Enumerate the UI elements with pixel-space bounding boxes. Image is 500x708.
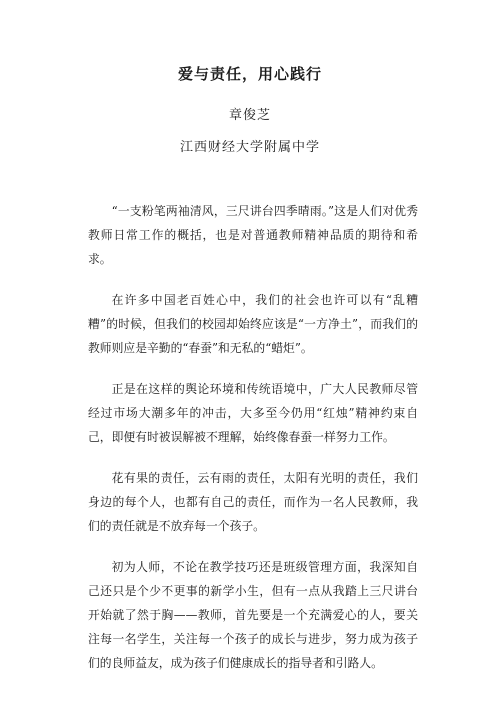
document-body xyxy=(88,199,418,692)
paragraph-5: 初为人师，不论在教学技巧还是班级管理方面，我深知自己还只是个少不更事的新学小生，但有一点从我踏上三尺讲台开始就了然于胸——教师，首先要是一个充满爱心的人，要关注每一名学生，关注每一个孩子的成长与进步，努力成为孩子们的良师益友，成为孩子们健康成长的指导者和引路人。 xyxy=(88,560,418,670)
author-school: 江西财经大学附属中学 xyxy=(179,140,320,155)
paragraph-2: 在许多中国老百姓心中，我们的社会也许可以有“乱糟糟”的时候，但我们的校园却始终应该是“一方净土”，而我们的教师则应是辛勤的“春蚕”和无私的“蜡炬”。 xyxy=(88,293,418,355)
paragraph-3: 正是在这样的舆论环境和传统语境中，广大人民教师尽管经过市场大潮多年的冲击，大多至今仍用“红烛”精神约束自己，即便有时被误解被不理解，始终像春蚕一样努力工作。 xyxy=(88,382,418,444)
document-title: 爱与责任，用心践行 xyxy=(177,65,322,83)
author-name: 章俊芝 xyxy=(228,108,271,123)
paragraph-1: “一支粉笔两袖清风，三尺讲台四季晴雨。”这是人们对优秀教师日常工作的概括，也是对普通教师精神品质的期待和希求。 xyxy=(88,204,418,266)
paragraph-4: 花有果的责任，云有雨的责任，太阳有光明的责任，我们身边的每个人，也都有自己的责任，而作为一名人民教师，我们的责任就是不放弃每一个孩子。 xyxy=(88,471,418,533)
